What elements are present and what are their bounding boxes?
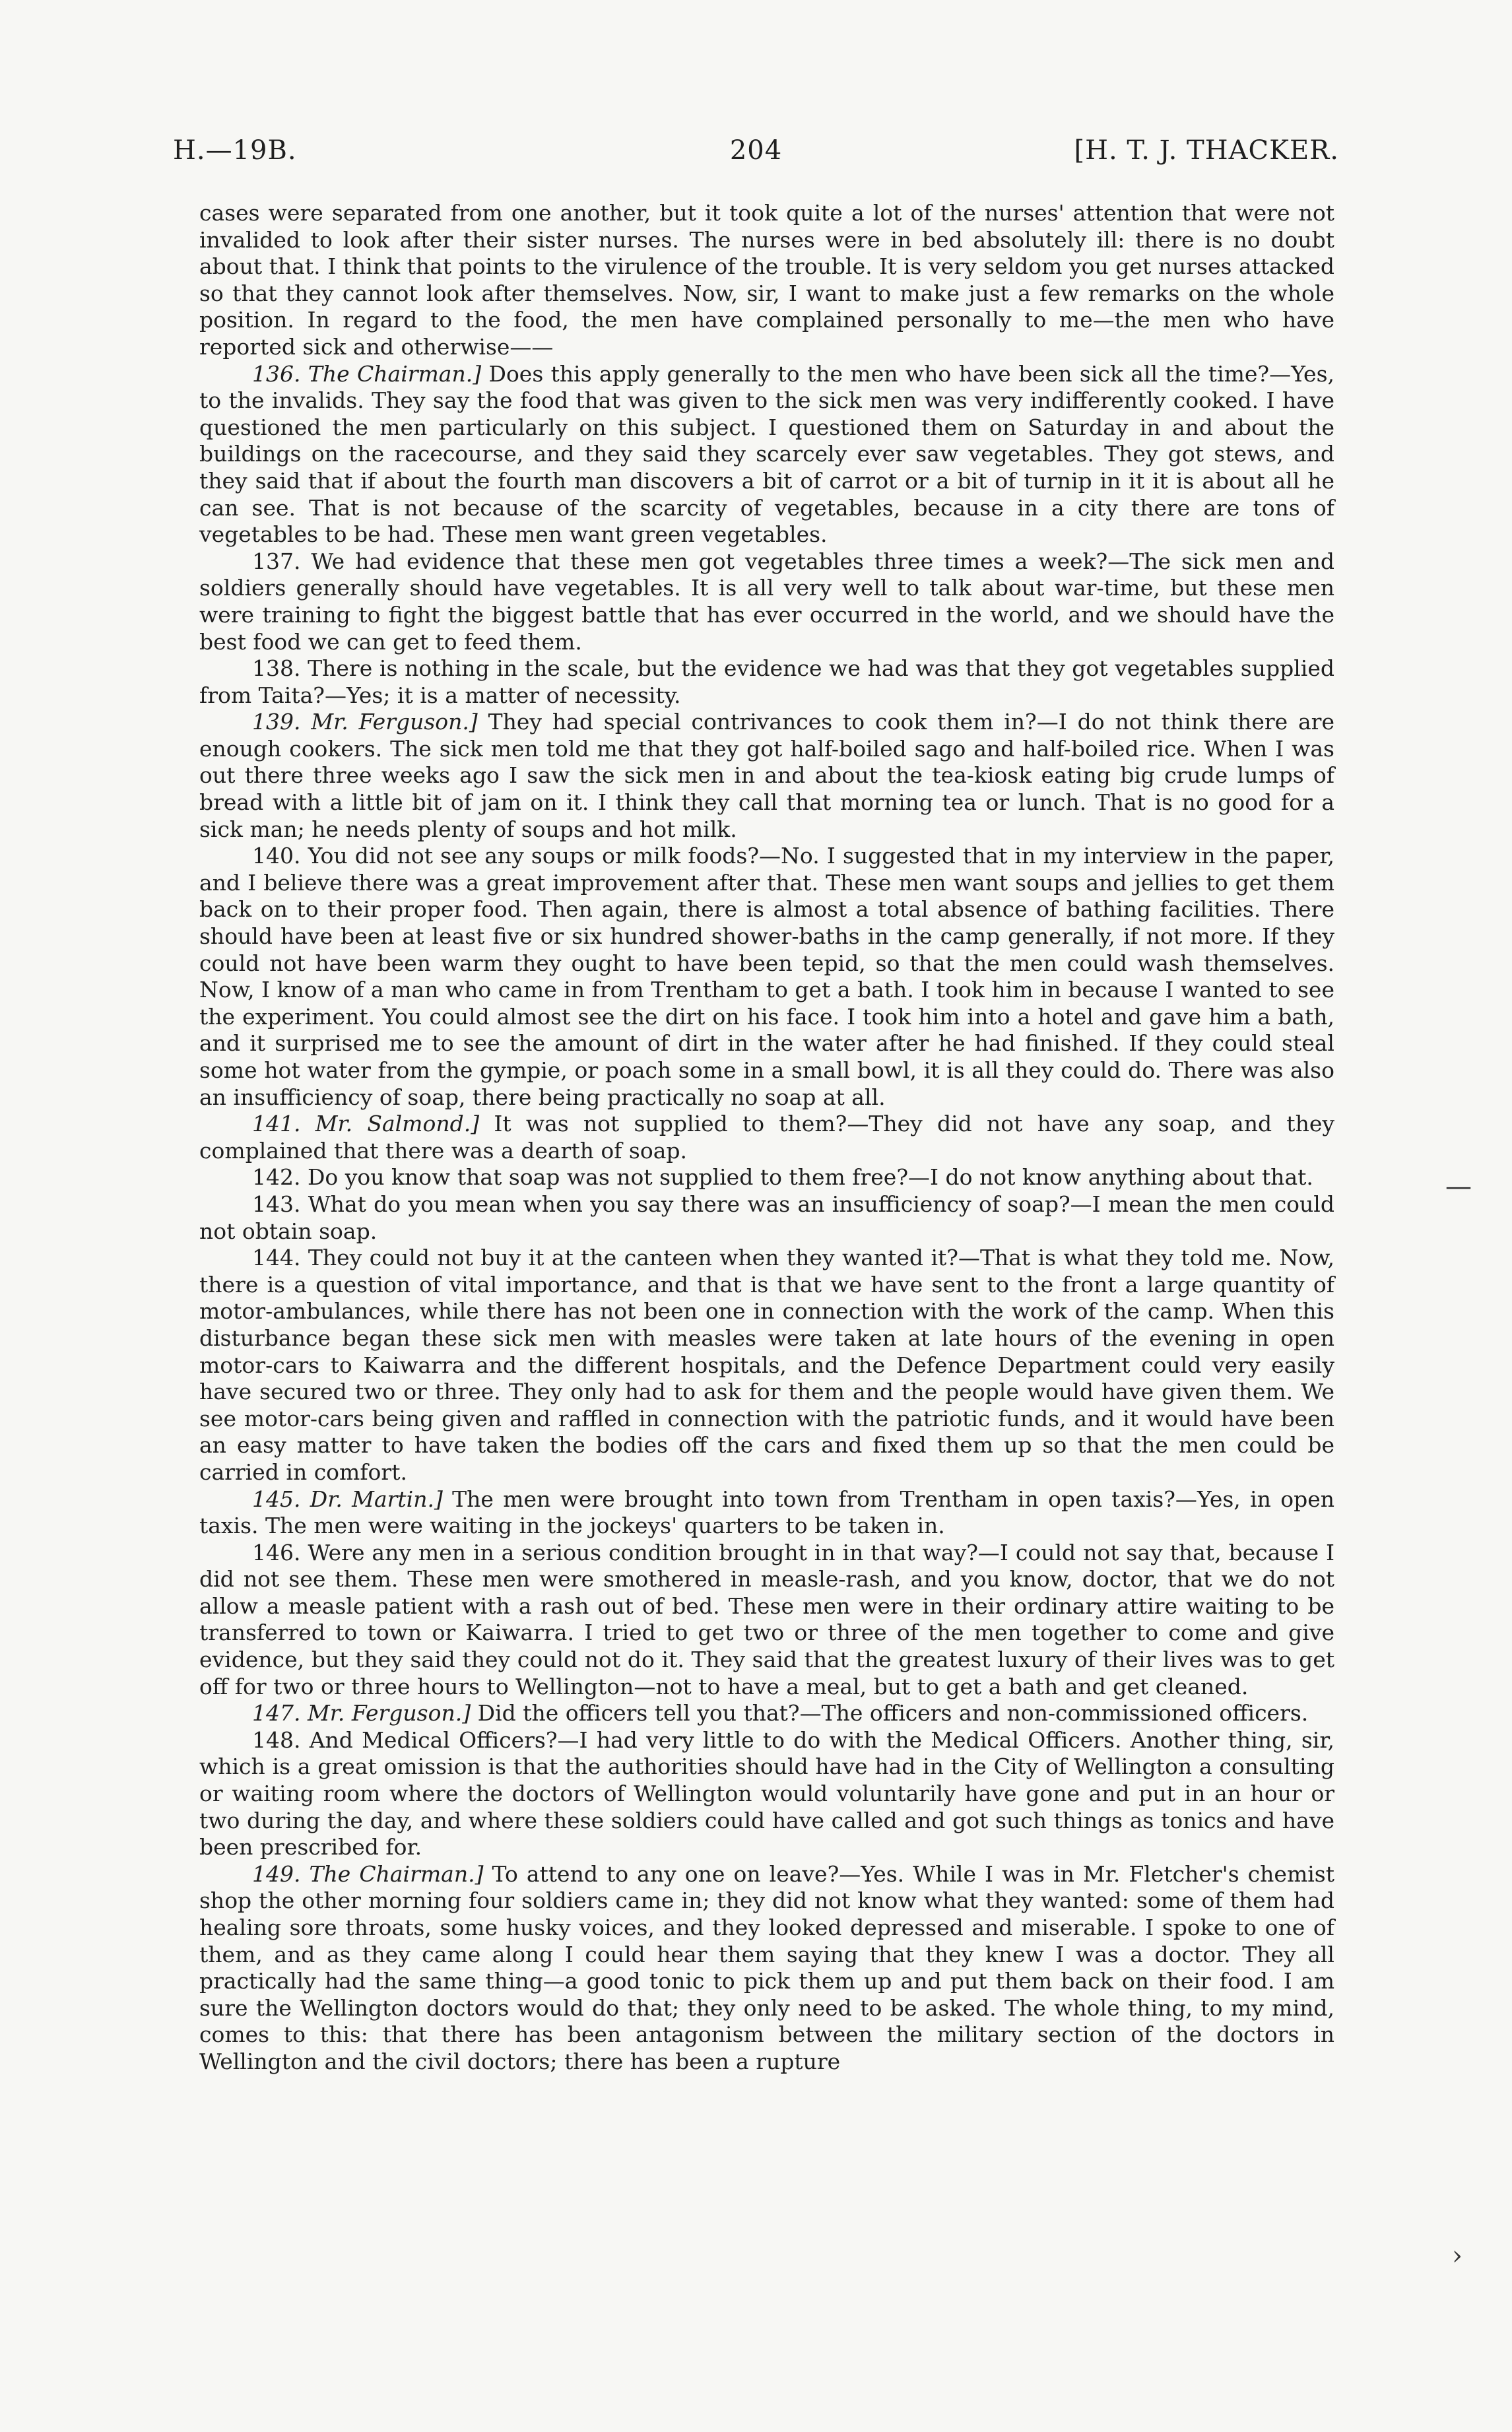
- paragraph: cases were separated from one another, but it took quite a lot of the nurses' attention that were not invalided to look after their sister nurses. The nurses were in bed absolutely ill: there is no doubt about that. I think that points to the virulence of the trouble. It is very seldom you get nurses attacked so that they cannot look after themselves. Now, sir, I want to make just a few remarks on the whole position. In regard to the food, the men have complained personally to me—the men who have reported sick and otherwise——: [199, 200, 1334, 360]
- paragraph: 136. The Chairman.] Does this apply generally to the men who have been sick all the time?—Yes, to the invalids. They say the food that was given to the sick men was very indifferently cooked. I have questioned the men particularly on this subject. I questioned them on Saturday in and about the buildings on the racecourse, and they said they scarcely ever saw vegetables. They got stews, and they said that if about the fourth man discovers a bit of carrot or a bit of turnip in it it is about all he can see. That is not because of the scarcity of vegetables, because in a city there are tons of vegetables to be had. These men want green vegetables.: [199, 360, 1334, 548]
- paragraph: 138. There is nothing in the scale, but the evidence we had was that they got vegetables supplied from Taita?—Yes; it is a matter of necessity.: [199, 655, 1334, 708]
- evidence-body: [199, 200, 1334, 2076]
- margin-mark: —: [1445, 1171, 1472, 1202]
- paragraph: 140. You did not see any soups or milk foods?—No. I suggested that in my interview in the paper, and I believe there was a great improvement after that. These men want soups and jellies to get them back on to their proper food. Then again, there is almost a total absence of bathing facilities. There should have been at least five or six hundred shower-baths in the camp generally, if not more. If they could not have been warm they ought to have been tepid, so that the men could wash themselves. Now, I know of a man who came in from Trentham to get a bath. I took him in because I wanted to see the experiment. You could almost see the dirt on his face. I took him into a hotel and gave him a bath, and it surprised me to see the amount of dirt in the water after he had finished. If they could steal some hot water from the gympie, or poach some in a small bowl, it is all they could do. There was also an insufficiency of soap, there being practically no soap at all.: [199, 843, 1334, 1110]
- page-header: [173, 135, 1339, 181]
- paragraph: 141. Mr. Salmond.] It was not supplied to them?—They did not have any soap, and they complained that there was a dearth of soap.: [199, 1111, 1334, 1164]
- paragraph: 148. And Medical Officers?—I had very little to do with the Medical Officers. Another thing, sir, which is a great omission is that the authorities should have had in the City of Wellington a consulting or waiting room where the doctors of Wellington would voluntarily have gone and put in an hour or two during the day, and where these soldiers could have called and got such things as tonics and have been prescribed for.: [199, 1726, 1334, 1860]
- paragraph: 143. What do you mean when you say there was an insufficiency of soap?—I mean the men could not obtain soap.: [199, 1191, 1334, 1244]
- witness-name: [H. T. J. THACKER.: [1074, 135, 1339, 166]
- paragraph: 142. Do you know that soap was not supplied to them free?—I do not know anything about that.: [252, 1164, 1313, 1191]
- document-reference: H.—19B.: [173, 135, 297, 166]
- paragraph: 139. Mr. Ferguson.] They had special contrivances to cook them in?—I do not think there are enough cookers. The sick men told me that they got half-boiled sago and half-boiled rice. When I was out there three weeks ago I saw the sick men in and about the tea-kiosk eating big crude lumps of bread with a little bit of jam on it. I think they call that morning tea or lunch. That is no good for a sick man; he needs plenty of soups and hot milk.: [199, 709, 1334, 842]
- paragraph: 144. They could not buy it at the canteen when they wanted it?—That is what they told me. Now, there is a question of vital importance, and that is that we have sent to the front a large quantity of motor-ambulances, while there has not been one in connection with the work of the camp. When this disturbance began these sick men with measles were taken at late hours of the evening in open motor-cars to Kaiwarra and the different hospitals, and the Defence Department could very easily have secured two or three. They only had to ask for them and the people would have given them. We see motor-cars being given and raffled in connection with the patriotic funds, and it would have been an easy matter to have taken the bodies off the cars and fixed them up so that the men could be carried in comfort.: [199, 1245, 1334, 1485]
- paragraph: 145. Dr. Martin.] The men were brought into town from Trentham in open taxis?—Yes, in open taxis. The men were waiting in the jockeys' quarters to be taken in.: [199, 1486, 1334, 1539]
- paragraph: 149. The Chairman.] To attend to any one on leave?—Yes. While I was in Mr. Fletcher's chemist shop the other morning four soldiers came in; they did not know what they wanted: some of them had healing sore throats, some husky voices, and they looked depressed and miserable. I spoke to one of them, and as they came along I could hear them saying that they knew I was a doctor. They all practically had the same thing—a good tonic to pick them up and put them back on their food. I am sure the Wellington doctors would do that; they only need to be asked. The whole thing, to my mind, comes to this: that there has been antagonism between the military section of the doctors in Wellington and the civil doctors; there has been a rupture: [199, 1860, 1334, 2074]
- page-number: 204: [729, 135, 783, 166]
- paragraph: 146. Were any men in a serious condition brought in in that way?—I could not say that, because I did not see them. These men were smothered in measle-rash, and you know, doctor, that we do not allow a measle patient with a rash out of bed. These men were in their ordinary attire waiting to be transferred to town or Kaiwarra. I tried to get two or three of the men together to come and give evidence, but they said they could not do it. They said that the greatest luxury of their lives was to get off for two or three hours to Wellington—not to have a meal, but to get a bath and get cleaned.: [199, 1539, 1334, 1699]
- paragraph: 147. Mr. Ferguson.] Did the officers tell you that?—The officers and non-commissioned officers.: [252, 1700, 1309, 1726]
- paragraph: 137. We had evidence that these men got vegetables three times a week?—The sick men and soldiers generally should have vegetables. It is all very well to talk about war-time, but these men were training to fight the biggest battle that has ever occurred in the world, and we should have the best food we can get to feed them.: [199, 548, 1334, 655]
- margin-mark: ›: [1452, 2241, 1463, 2271]
